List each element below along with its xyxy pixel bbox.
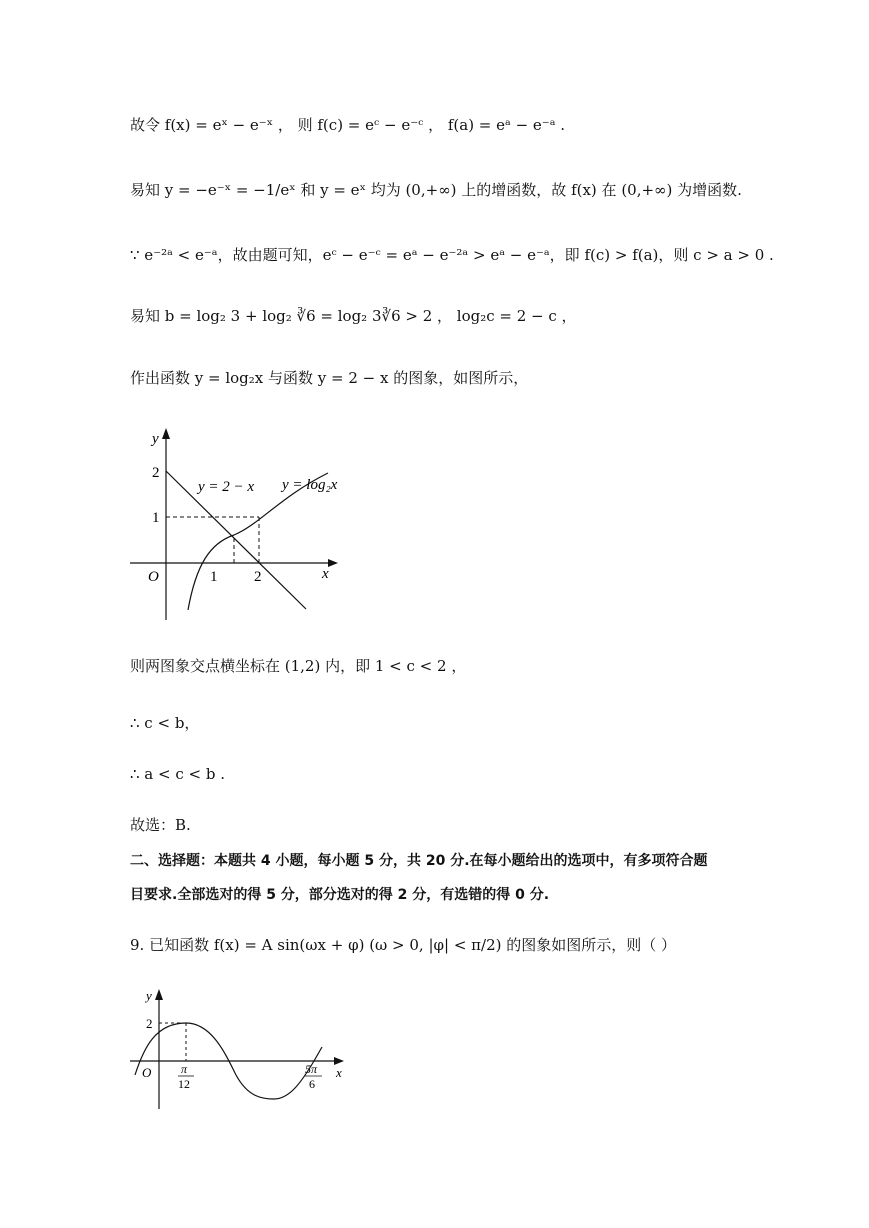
figure-log-line xyxy=(130,425,360,620)
x-axis-arrow-icon xyxy=(328,559,338,567)
text-line-8: ∴ a < c < b . xyxy=(130,765,226,783)
figure-sine xyxy=(130,985,355,1110)
tick-y2: 2 xyxy=(152,465,160,481)
text-line-4: 易知 b = log₂ 3 + log₂ ∛6 = log₂ 3∛6 > 2 ， log₂c = 2 − c ， xyxy=(130,307,577,325)
tick-x1: 1 xyxy=(210,569,218,585)
label-log: y = log₂x xyxy=(282,477,338,493)
section-heading-line-2: 目要求.全部选对的得 5 分，部分选对的得 2 分，有选错的得 0 分. xyxy=(130,887,550,903)
tick-y1: 1 xyxy=(152,510,160,526)
tick-x1-den: 12 xyxy=(178,1077,190,1091)
x-axis-label: x xyxy=(322,566,329,582)
origin-label: O xyxy=(142,1065,152,1080)
text-line-2: 易知 y = −e⁻ˣ = −1/eˣ 和 y = eˣ 均为 (0,+∞) 上的增函数，故 f(x) 在 (0,+∞) 为增函数. xyxy=(130,181,742,199)
text-line-6: 则两图象交点横坐标在 (1,2) 内，即 1 < c < 2 ， xyxy=(130,657,467,675)
text-line-7: ∴ c < b， xyxy=(130,714,200,732)
x-axis-arrow-icon xyxy=(334,1057,344,1065)
text-line-5: 作出函数 y = log₂x 与函数 y = 2 − x 的图象，如图所示， xyxy=(130,369,529,387)
origin-label: O xyxy=(148,569,159,585)
label-line: y = 2 − x xyxy=(198,479,255,495)
tick-x2: 2 xyxy=(254,569,262,585)
text-line-1: 故令 f(x) = eˣ − e⁻ˣ ， 则 f(c) = eᶜ − e⁻ᶜ ， f(a) = eᵃ − e⁻ᵃ . xyxy=(130,116,566,134)
tick-x1-num: π xyxy=(181,1062,188,1076)
y-axis-label: y xyxy=(152,431,159,447)
y-axis-label: y xyxy=(146,988,152,1003)
y-axis-arrow-icon xyxy=(155,989,163,1000)
x-axis-label: x xyxy=(336,1065,342,1080)
y-axis-arrow-icon xyxy=(162,428,170,439)
tick-x2-den: 6 xyxy=(309,1077,315,1091)
tick-y: 2 xyxy=(146,1016,153,1031)
text-line-3: ∵ e⁻²ᵃ < e⁻ᵃ，故由题可知，eᶜ − e⁻ᶜ = eᵃ − e⁻²ᵃ > eᵃ − e⁻ᵃ，即 f(c) > f(a)，则 c > a > 0 . xyxy=(130,246,774,264)
question-9: 9. 已知函数 f(x) = A sin(ωx + φ) (ω > 0, |φ| < π/2) 的图象如图所示，则（ ） xyxy=(130,936,677,954)
tick-x2-num: 5π xyxy=(305,1062,318,1076)
section-heading-line-1: 二、选择题：本题共 4 小题，每小题 5 分，共 20 分.在每小题给出的选项中，有多项符合题 xyxy=(130,853,708,869)
text-line-9: 故选：B. xyxy=(130,816,191,834)
